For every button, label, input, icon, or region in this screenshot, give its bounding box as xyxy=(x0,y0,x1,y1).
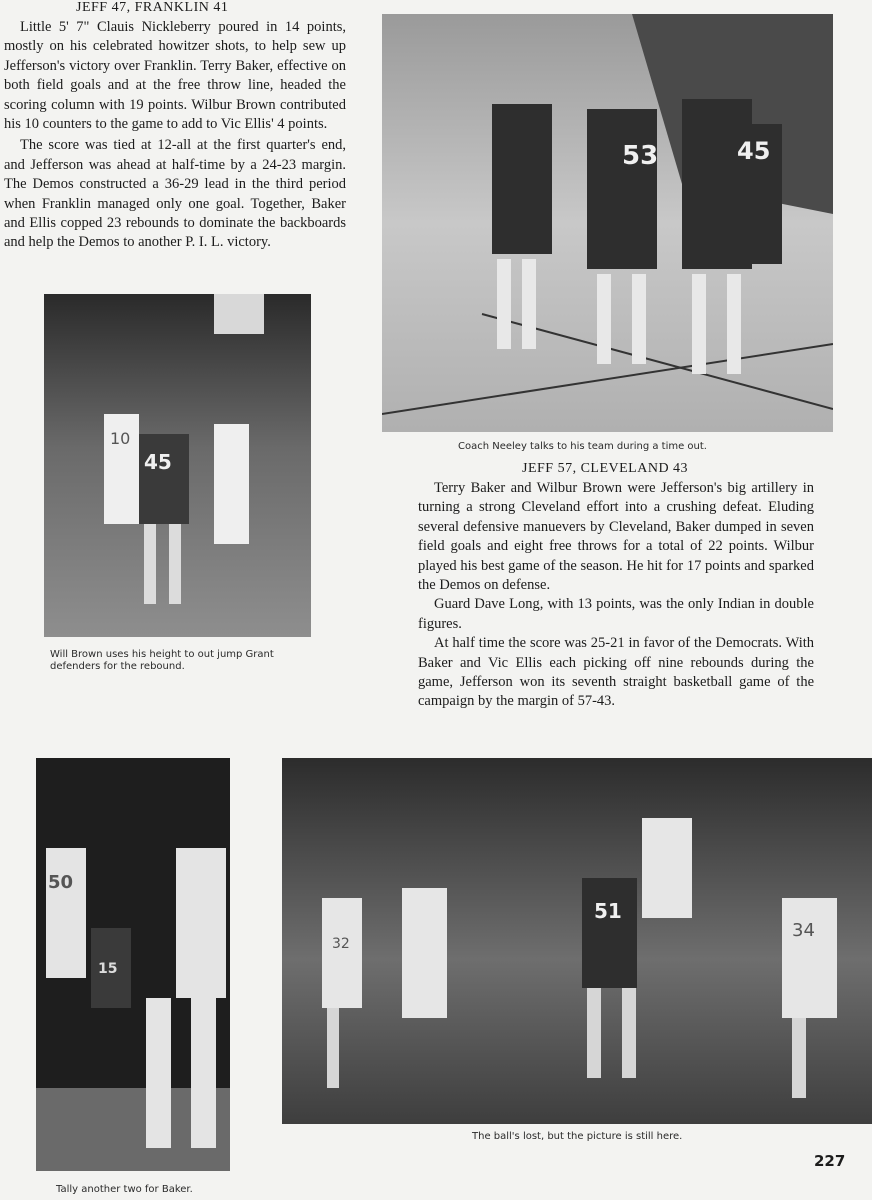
paragraph: At half time the score was 25-21 in favor of the Democrats. With Baker and Vic Ellis each picking off nine rebounds during the game, Jefferson won its seventh straight basketball game of the campaign by the margin of 57-43. xyxy=(418,635,814,710)
paragraph: Terry Baker and Wilbur Brown were Jefferson's big artillery in turning a strong Cleveland effort into a crushing defeat. Eluding several defensive manuevers by Cleveland, Baker dumped in seven field goals and eight free throws for a total of 22 points. Wilbur played his best game of the season. He hit for 17 points and sparked the Demos on defense. xyxy=(418,480,814,594)
jersey-number: 15 xyxy=(98,961,118,977)
jersey-number: 45 xyxy=(737,137,771,165)
photo-baker xyxy=(36,758,230,1171)
jersey-number: 45 xyxy=(144,450,172,474)
paragraph: Little 5' 7" Clauis Nickleberry poured in 14 points, mostly on his celebrated howitzer shots, to help sew up Jefferson's victory over Franklin. Terry Baker, effective on both field goals and at the free throw line, headed the scoring column with 19 points. Wilbur Brown contributed his 10 counters to the game to add to Vic Ellis' 4 points. xyxy=(4,19,346,133)
jersey-number: 53 xyxy=(622,141,659,171)
jersey-number: 32 xyxy=(332,936,350,952)
caption-lost-ball: The ball's lost, but the picture is still here. xyxy=(472,1131,683,1142)
jersey-number: 10 xyxy=(110,429,131,448)
jersey-number: 50 xyxy=(48,872,74,893)
caption-baker: Tally another two for Baker. xyxy=(56,1184,193,1195)
photo-timeout xyxy=(382,14,833,432)
heading-cleveland: JEFF 57, CLEVELAND 43 xyxy=(522,461,689,476)
photo-jump xyxy=(44,294,311,637)
photo-lost-ball xyxy=(282,758,872,1124)
jersey-number: 51 xyxy=(594,899,622,923)
caption-timeout: Coach Neeley talks to his team during a time out. xyxy=(458,441,707,452)
page-number: 227 xyxy=(814,1152,846,1170)
heading-franklin: JEFF 47, FRANKLIN 41 xyxy=(76,0,229,15)
jersey-number: 34 xyxy=(792,920,815,941)
story-cleveland xyxy=(418,461,814,712)
caption-jump: Will Brown uses his height to out jump Grant defenders for the rebound. xyxy=(50,649,274,672)
paragraph: Guard Dave Long, with 13 points, was the only Indian in double figures. xyxy=(418,596,814,632)
paragraph: The score was tied at 12-all at the first quarter's end, and Jefferson was ahead at half-time by a 24-23 margin. The Demos constructed a 36-29 lead in the third period when Franklin managed only one goal. Together, Baker and Ellis copped 23 rebounds to dominate the backboards and help the Demos to another P. I. L. victory. xyxy=(4,137,346,251)
story-franklin xyxy=(4,0,346,253)
